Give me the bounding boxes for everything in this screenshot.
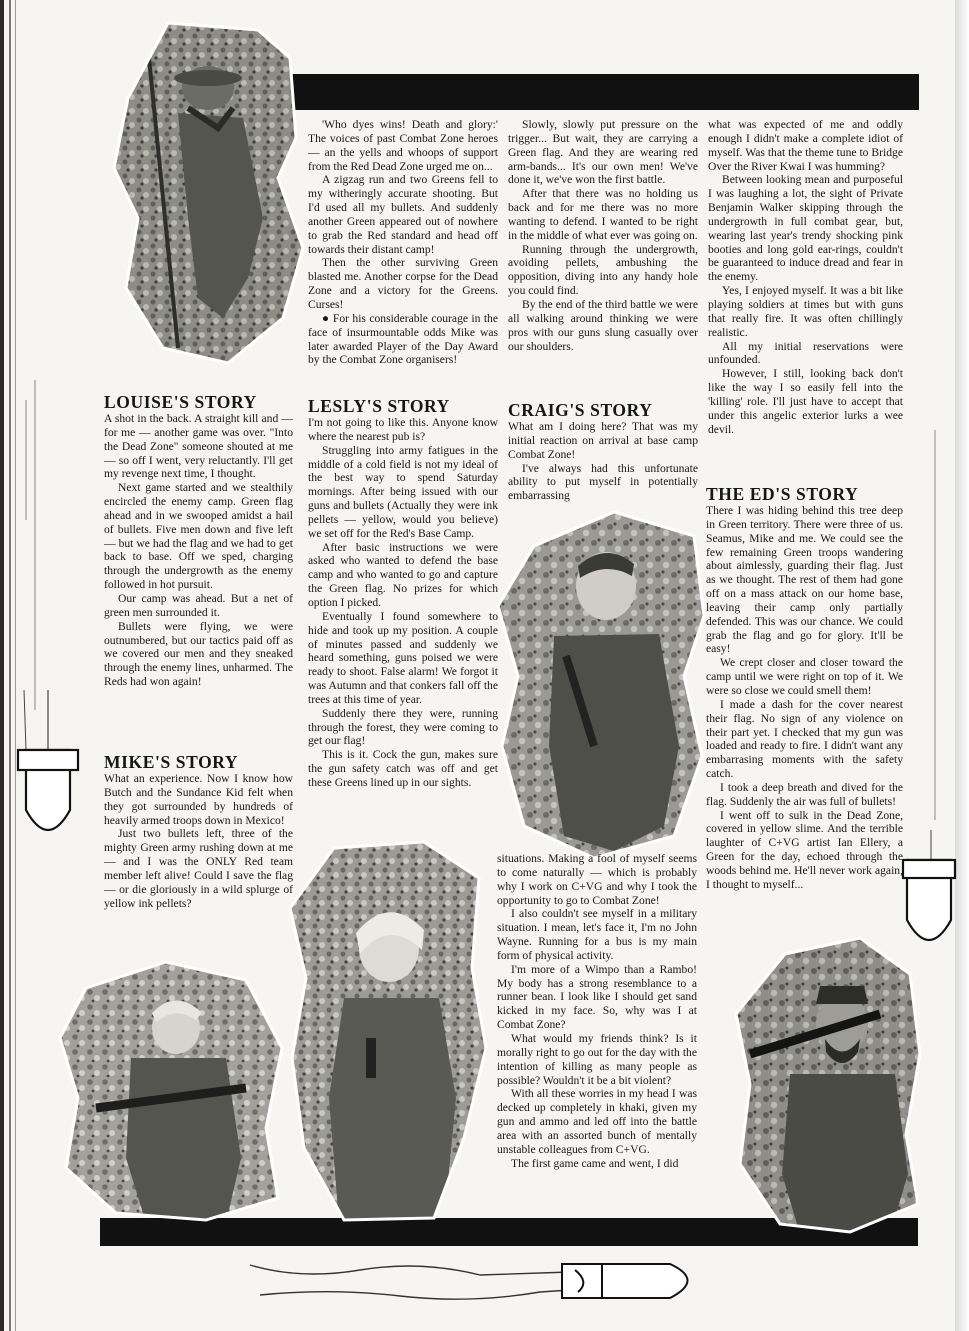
paragraph: Eventually I found somewhere to hide and took up my position. A couple of minutes passed and suddenly we heard something, guns poised we were ready to shoot. False alarm! We forgot it was Autumn and that conkers fall off the trees at this time of year. [308, 609, 498, 706]
craig-story-continued [497, 852, 697, 1170]
paragraph: Bullets were flying, we were outnumbered, but our tactics paid off as we covered our men and they sneaked through the enemy lines, unharmed. The Reds had won again! [104, 619, 293, 689]
ed-heading: THE ED'S STORY [706, 484, 859, 504]
paragraph: All my initial reservations were unfounded. [708, 339, 903, 367]
louise-heading: LOUISE'S STORY [104, 392, 257, 412]
mike-photo [108, 18, 308, 368]
paragraph: 'Who dyes wins! Death and glory:' The voices of past Combat Zone heroes — an the yells and whoops of support from the Red Dead Zone urged me on... [308, 118, 498, 173]
paragraph: Our camp was ahead. But a net of green men surrounded it. [104, 591, 293, 619]
paragraph: Slowly, slowly put pressure on the trigger... But wait, they are carrying a Green flag. And they are wearing red arm-bands... It's our own men! We've done it, we've won the first battle. [508, 118, 698, 187]
paragraph: Suddenly there they were, running through the forest, they were coming to get our flag! [308, 706, 498, 748]
paragraph: However, I still, looking back don't like the way I so easily fell into the 'killing' role. I'll just have to accept that under this angelic exterior lurks a wee devil. [708, 367, 903, 436]
craig-photo [494, 506, 709, 861]
mike-story [104, 752, 293, 910]
paragraph: After basic instructions we were asked who wanted to defend the base camp and who wanted to go and capture the Green flag. No prizes for which option I picked. [308, 540, 498, 609]
paragraph: With all these worries in my head I was decked up completely in khaki, given my gun and ammo and led off into the battle area with an assorted bunch of mentally unstable colleagues from C+VG. [497, 1087, 697, 1156]
paragraph: Between looking mean and purposeful I was laughing a lot, the sight of Private Benjamin Walker skipping through the undergrowth in full combat gear, but, wearing last year's trendy shocking pink booties and long gold ear-rings, couldn't be guaranteed to induce dread and fear in the enemy. [708, 173, 903, 284]
paragraph: What an experience. Now I know how Butch and the Sundance Kid felt when they got surrounded by hundreds of heavily armed troops down in Mexico! [104, 772, 293, 827]
page-edge [955, 0, 969, 1331]
header-bar [292, 74, 919, 110]
paragraph: The first game came and went, I did [511, 1156, 679, 1170]
paragraph: situations. Making a fool of myself seems to come naturally — which is probably why I work on C+VG and why I took the opportunity to go to Combat Zone! [497, 852, 697, 907]
paragraph: Running through the undergrowth, avoiding pellets, ambushing the opposition, diving into any handy hole you could find. [508, 242, 698, 298]
paragraph: Next game started and we stealthily encircled the enemy camp. Green flag ahead and in we swooped amidst a hail of bullets. Five men down and five left — but we had the flag and we had to get back to base. Off we sped, charging through the undergrowth as the enemy followed in hot pursuit. [104, 481, 293, 592]
paragraph: A shot in the back. A straight kill and — for me — another game was over. "Into the Dead Zone" someone shouted at me — so off I went, very reluctantly. I'll get my revenge next time, I thought. [104, 412, 293, 481]
lesly-story [308, 396, 498, 790]
margin-line [925, 430, 950, 820]
ed-story [706, 484, 903, 892]
paragraph: I'm not going to like this. Anyone know where the nearest pub is? [308, 416, 498, 443]
craig-story [508, 400, 698, 503]
page-spine-line [9, 0, 11, 1331]
louise-story [104, 392, 293, 689]
paragraph: ● For his considerable courage in the face of insurmountable odds Mike was later awarded Player of the Day Award by the Combat Zone organisers! [308, 311, 498, 367]
paragraph: what was expected of me and oddly enough I didn't make a complete idiot of myself. Was that the theme tune to Bridge Over the River Kwai I was humming? [708, 118, 903, 173]
lesly-story-continued [508, 118, 698, 353]
ed-photo [730, 934, 925, 1234]
paragraph: I've always had this unfortunate ability to put myself in potentially embarrassing [508, 461, 698, 503]
paragraph: Struggling into army fatigues in the middle of a cold field is not my ideal of the best way to spend Saturday mornings. After being issued with our guns and bullets (Actually they were ink pellets — yellow, would you believe) we set off for the Red's Base Camp. [308, 443, 498, 540]
paragraph: I'm more of a Wimpo than a Rambo! My body has a strong resemblance to a runner bean. I look like I should get sand kicked in my face. So, why was I at Combat Zone? [497, 962, 697, 1032]
bullet-icon [240, 1240, 710, 1320]
paragraph: I also couldn't see myself in a military situation. I mean, let's face it, I'm no John Wayne. Running for a bus is my main form of physical activity. [497, 907, 697, 962]
page-spine [0, 0, 4, 1331]
craig-story-end [708, 118, 903, 436]
paragraph: By the end of the third battle we were all walking around thinking we were pros with our guns slung casually over our shoulders. [508, 297, 698, 353]
bullet-icon [4, 690, 84, 850]
paragraph: I took a deep breath and dived for the flag. Suddenly the air was full of bullets! [706, 780, 903, 808]
paragraph: What am I doing here? That was my initial reaction on arrival at base camp Combat Zone! [508, 420, 698, 461]
paragraph: I went off to sulk in the Dead Zone, covered in yellow slime. And the terrible laughter of C+VG artist Ian Ellery, a Green for the day, echoed through the woods behind me. He'll never work again, I thought to myself... [706, 808, 903, 891]
paragraph: This is it. Cock the gun, makes sure the gun safety catch was off and get these Greens lined up in our sights. [308, 748, 498, 789]
paragraph: After that there was no holding us back and for me there was no more wanting to defend. I wanted to be right in the middle of what ever was going on. [508, 187, 698, 242]
paragraph: Yes, I enjoyed myself. It was a bit like playing soldiers at times but with guns that really fire. It was often chillingly realistic. [708, 284, 903, 339]
mike-heading: MIKE'S STORY [104, 752, 239, 772]
paragraph: There I was hiding behind this tree deep in Green territory. There were three of us. Seamus, Mike and me. We could see the few remaining Green troops wandering about aimlessly, guarding their flag. Just as we thought. The rest of them had gone off on a mass attack on our home base, leaving their camp only partially defended. This was our chance. We could grab the flag and go for glory. It'll be easy! [706, 504, 903, 656]
paragraph: We crept closer and closer toward the camp until we were right on top of it. We were so close we could smell them! [706, 656, 903, 697]
mike-story-continued [308, 118, 498, 367]
craig-heading: CRAIG'S STORY [508, 400, 653, 420]
lesly-heading: LESLY'S STORY [308, 396, 450, 416]
blond-soldier-photo [56, 958, 286, 1223]
paragraph: What would my friends think? Is it morally right to go out for the day with the intention of killing as many people as possible? Wouldn't it be a bit violent? [497, 1031, 697, 1087]
paragraph: Then the other surviving Green blasted me. Another corpse for the Dead Zone and a victory for the Greens. Curses! [308, 256, 498, 311]
paragraph: Just two bullets left, three of the mighty Green army rushing down at me — and I was the ONLY Red team member left alive! Could I save the flag — or die gloriously in a wild splurge of yellow ink pellets? [104, 827, 293, 910]
paragraph: A zigzag run and two Greens fell to my witheringly accurate shooting. But I'd used all my bullets. And suddenly another Green appeared out of nowhere to grab the Red standard and head off towards their distant camp! [308, 173, 498, 256]
paragraph: I made a dash for the cover nearest their flag. No sign of any violence on their part yet. I checked that my gun was loaded and ready to fire. I didn't want any embarrasing moments with the safety catch. [706, 697, 903, 781]
lesly-photo [284, 838, 489, 1223]
page-spine-line [15, 0, 16, 1331]
margin-line [20, 380, 50, 710]
